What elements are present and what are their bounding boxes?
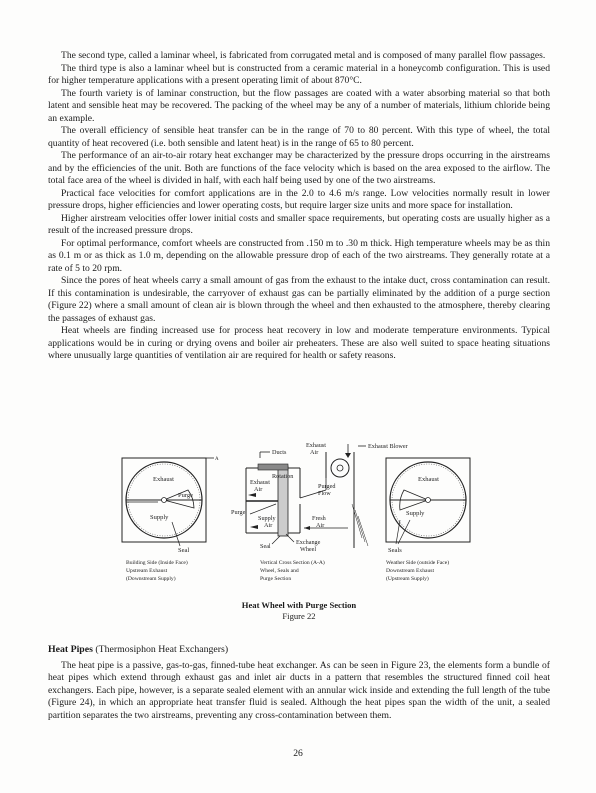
heat-pipes-section: [48, 644, 550, 722]
label-exhaust-air: Exhaust: [250, 479, 270, 486]
paragraph: Since the pores of heat wheels carry a small amount of gas from the exhaust to the intake duct, cross contamination can result. If this contamination is undesirable, the carryover of exhaust gas can be partially eliminated by the addition of a purge section (Figure 22) where a small amount of clean air is blown through the wheel and then exhausted to the atmosphere, thereby clearing the passages of exhaust gas.: [48, 275, 550, 324]
paragraph: The fourth variety is of laminar construction, but the flow passages are coated with a water absorbing material so that both latent and sensible heat may be recovered. The packing of the wheel may be any of a number of materials, lithium chloride being an example.: [48, 87, 550, 124]
right-caption-line: (Upstream Supply): [386, 576, 429, 582]
label-supply: Supply: [150, 514, 169, 521]
label-exchange-wheel: Exchange: [296, 539, 321, 546]
label-exhaust: Exhaust: [153, 476, 174, 483]
label-fresh-air: Fresh: [312, 515, 326, 522]
label-purge: Purge: [231, 509, 246, 516]
label-exhaust-air-top: Exhaust: [306, 442, 326, 449]
figure-title: Heat Wheel with Purge Section: [241, 600, 357, 610]
label-exhaust-air-top: Air: [310, 449, 319, 456]
paragraph: Practical face velocities for comfort applications are in the 2.0 to 4.6 m/s range. Low velocities normally result in lower pressure drops, higher efficiencies and lower operating costs, but require larger size units and more space for installation.: [48, 187, 550, 211]
figure-22: [100, 438, 520, 623]
label-supply: Supply: [406, 510, 425, 517]
label-purged-flow: Purged: [318, 483, 336, 490]
label-purged-flow: Flow: [318, 490, 331, 497]
left-caption-line: Building Side (Inside Face): [126, 560, 188, 566]
left-caption-line: Upstream Exhaust: [126, 568, 168, 574]
label-exhaust-air: Air: [254, 486, 263, 493]
paragraph: The third type is also a laminar wheel but is constructed from a ceramic material in a honeycomb configuration. This is used for higher temperature applications with a present operating limit of about 870°C.: [48, 62, 550, 86]
label-supply-air: Air: [264, 522, 273, 529]
paragraph: For optimal performance, comfort wheels are constructed from .150 m to .30 m thick. High temperature wheels may be as thin as 0.1 m or as thick as 1.0 m, depending on the allowable pressure drop of each of the two airstreams. They generally rotate at a rate of 5 to 20 rpm.: [48, 237, 550, 274]
paragraph: Heat wheels are finding increased use for process heat recovery in low and moderate temperature environments. Typical applications would be in curing or drying ovens and boiler air preheaters. These are also well suited to space heating situations where unusually large quantities of ventilation air are required for health or safety reasons.: [48, 325, 550, 361]
label-exhaust-blower: Exhaust Blower: [368, 443, 408, 450]
page-number: 26: [293, 748, 303, 759]
label-purge: Purge: [178, 492, 194, 499]
heat-wheel-diagram: [100, 438, 520, 598]
label-rotation: Rotation: [272, 473, 294, 480]
label-seals: Seals: [388, 547, 402, 554]
label-supply-air: Supply: [258, 515, 276, 522]
center-caption-line: Purge Section: [260, 576, 292, 582]
center-panel: [231, 442, 408, 582]
label-seal: Seal: [260, 543, 271, 550]
label-ducts: Ducts: [272, 449, 287, 456]
label-fresh-air: Air: [316, 522, 325, 529]
paragraph: The second type, called a laminar wheel, is fabricated from corrugated metal and is composed of many parallel flow passages.: [61, 50, 546, 61]
section-heading-rest: (Thermosiphon Heat Exchangers): [92, 644, 229, 655]
figure-number: Figure 22: [282, 611, 316, 621]
center-caption-line: Wheel, Seals and: [260, 568, 299, 574]
paragraph: The overall efficiency of sensible heat transfer can be in the range of 70 to 80 percent. With this type of wheel, the total quantity of heat recovered (i.e. both sensible and latent heat) is in the range of 65 to 80 percent.: [48, 125, 550, 149]
right-caption-line: Downstream Exhaust: [386, 568, 435, 574]
section-heading-bold: Heat Pipes: [48, 644, 93, 655]
section-mark-a: A: [215, 457, 219, 462]
section-paragraph: The heat pipe is a passive, gas-to-gas, finned-tube heat exchanger. As can be seen in Figure 23, the elements form a bundle of heat pipes which extend through exhaust gas and inlet air ducts in a pattern that resembles the structured finned coil heat exchangers. Each pipe, however, is a separate sealed element with an annular wick inside and extending the full length of the tube (Figure 24), in which an appropriate heat transfer fluid is sealed. Although the heat pipes span the width of the unit, a sealed partition separates the two airstreams, preventing any cross-contamination between them.: [48, 659, 550, 721]
body-text: [48, 50, 550, 363]
label-exchange-wheel: Wheel: [300, 546, 317, 553]
paragraph: The performance of an air-to-air rotary heat exchanger may be characterized by the pressure drops occurring in the airstreams and by the efficiencies of the unit. Both are functions of the face velocity which is based on the area exposed to the airflow. The total face area of the wheel is divided in half, with each half being used by one of the two airstreams.: [48, 150, 550, 186]
center-caption-line: Vertical Cross Section (A-A): [260, 560, 325, 566]
left-caption-line: (Downstream Supply): [126, 576, 176, 582]
right-panel: [386, 458, 470, 582]
left-panel: [122, 457, 219, 582]
label-exhaust: Exhaust: [418, 476, 439, 483]
section-heading: [48, 644, 550, 657]
label-seal: Seal: [178, 547, 190, 554]
right-caption-line: Weather Side (outside Face): [386, 560, 450, 566]
paragraph: Higher airstream velocities offer lower initial costs and smaller space requirements, but operating costs are usually higher as a result of the increased pressure drops.: [48, 212, 550, 236]
